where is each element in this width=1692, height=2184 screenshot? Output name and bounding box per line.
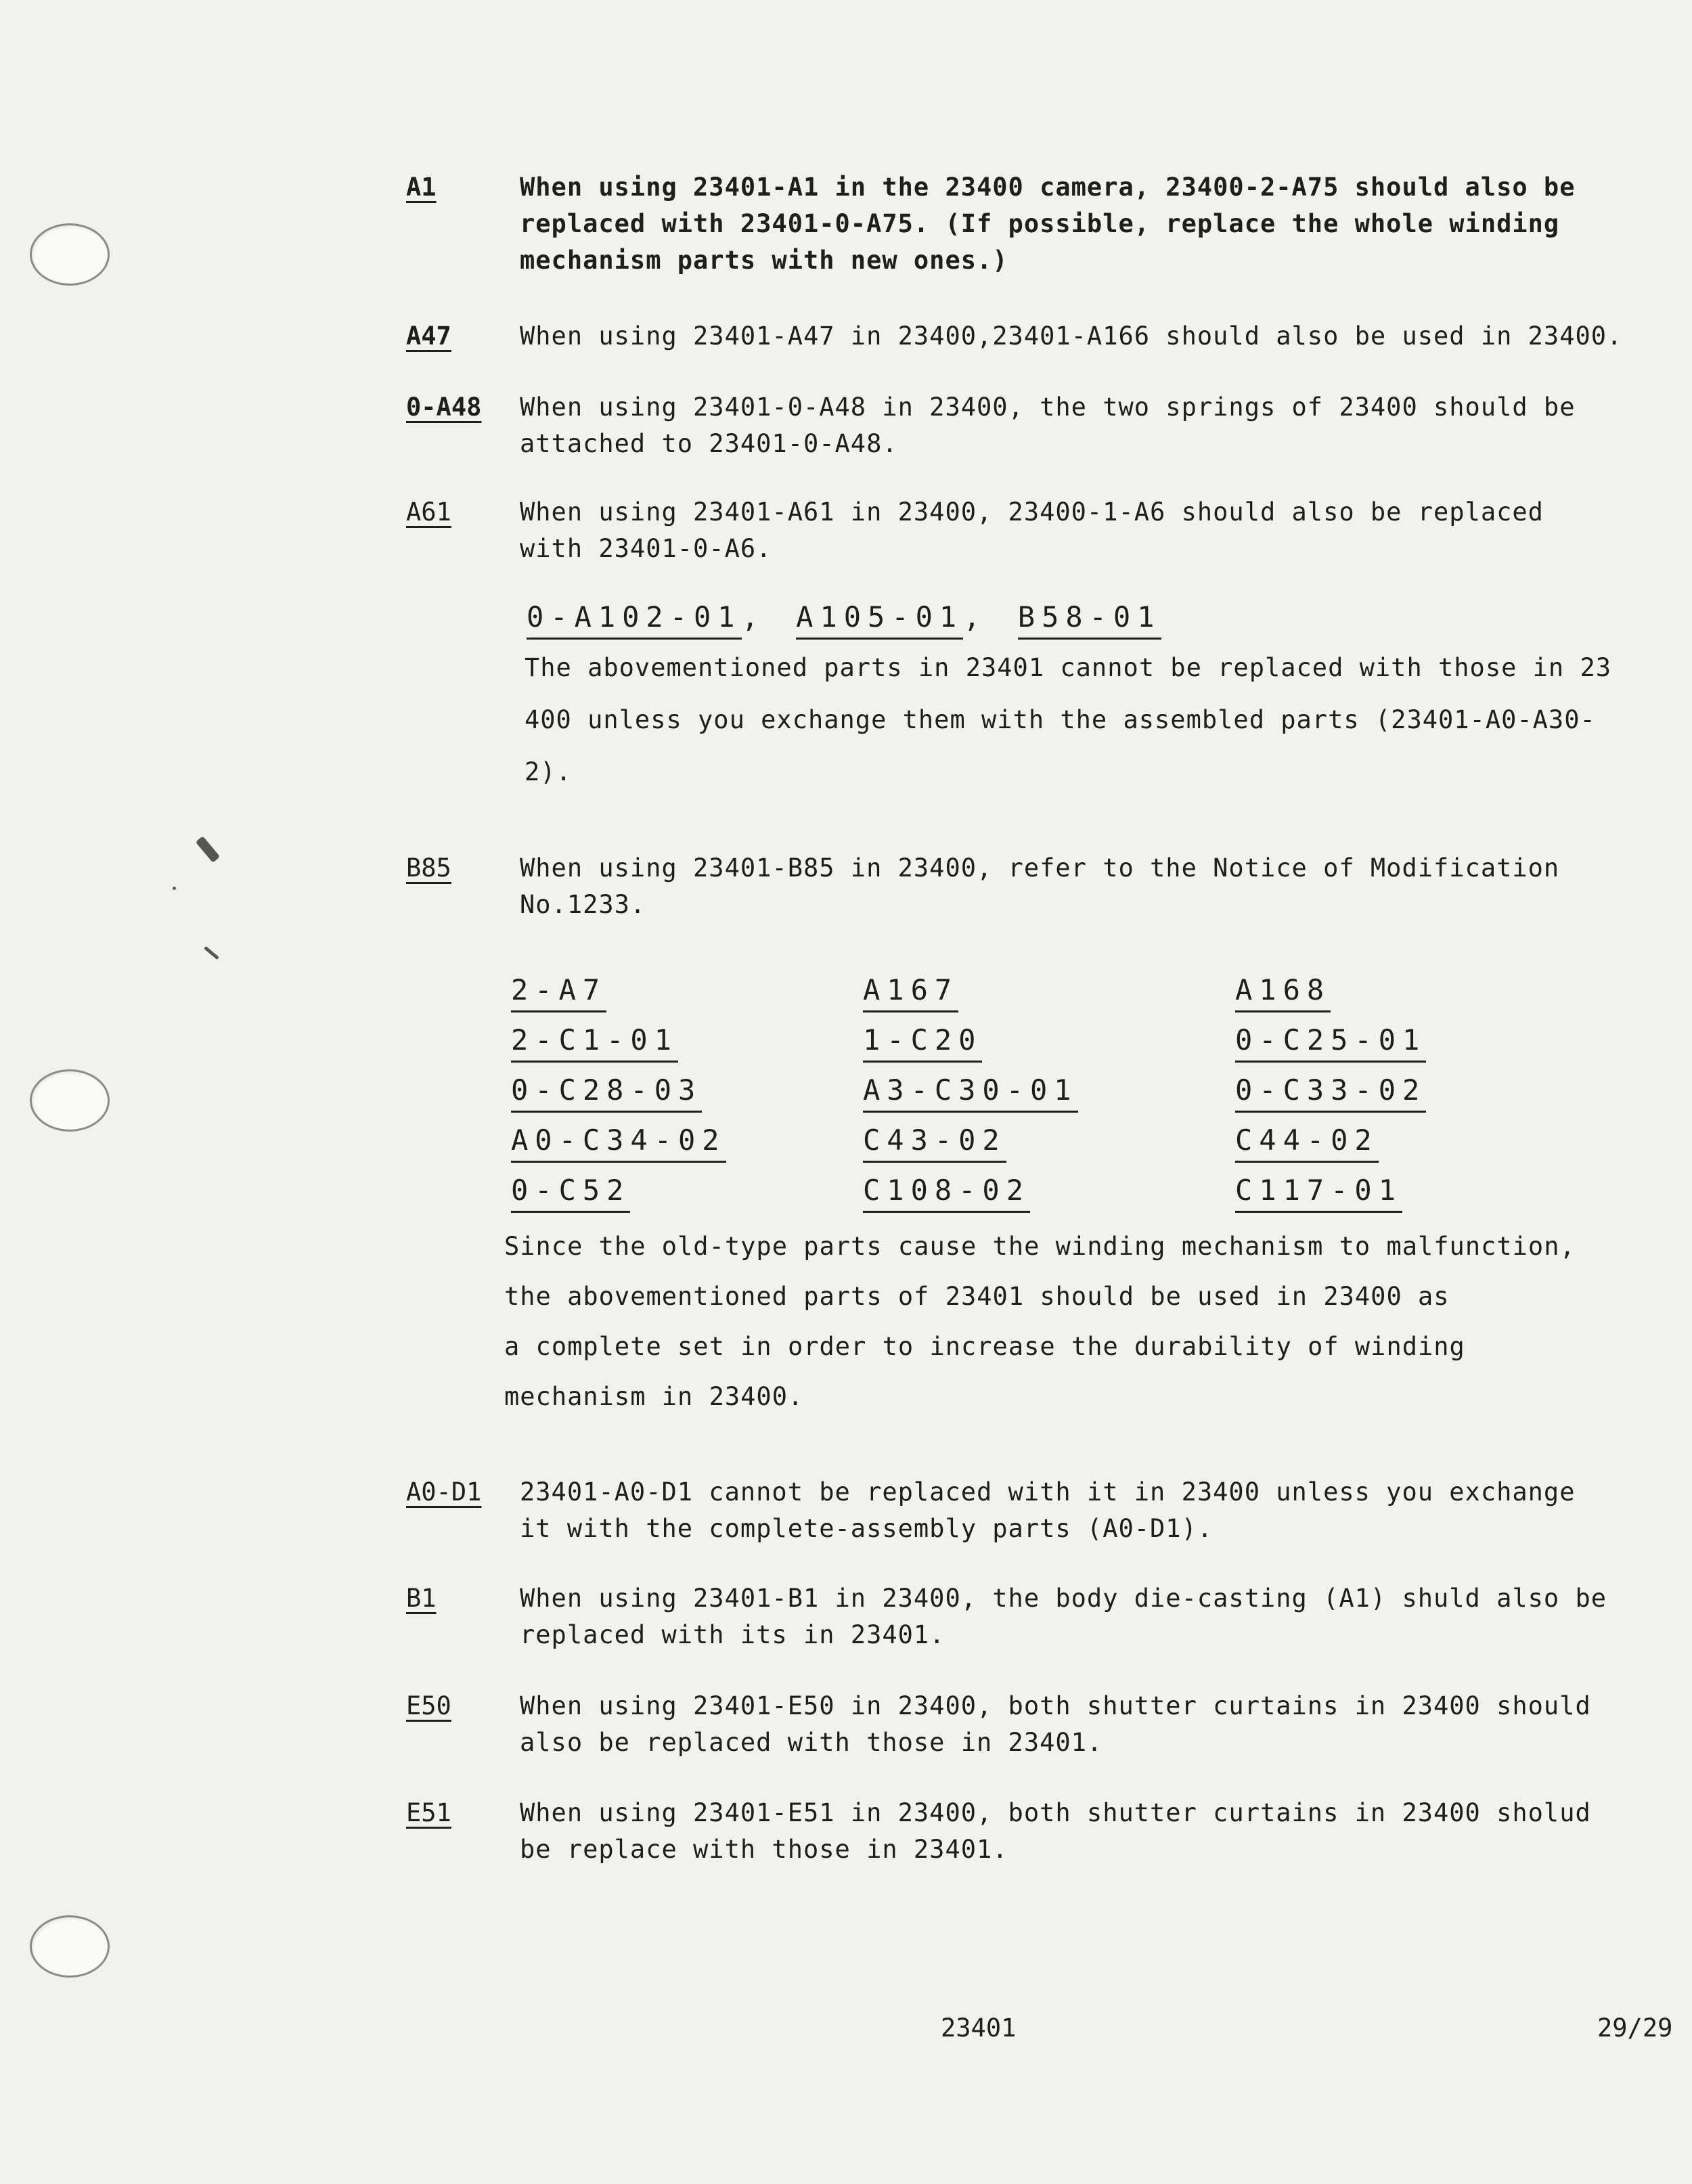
footer-model-number: 23401 [941,2013,1017,2043]
part-number: 0-C52 [511,1172,630,1213]
part-number: 2-A7 [511,971,606,1012]
entry-text: When using 23401-A1 in the 23400 camera, 23400-2-A75 should also be replaced with 23401-0-A75. (If possible, replace the whole winding mechanism parts with new ones.) [520,173,1576,275]
part-number: 0-C28-03 [511,1071,702,1113]
part-number: C117-01 [1235,1172,1402,1213]
part-number: C43-02 [863,1121,1006,1163]
separator: , [963,600,987,633]
part-code: E51 [406,1798,451,1827]
part-code: 0-A48 [406,393,482,422]
binder-hole [30,1069,110,1132]
entry-text: When using 23401-A61 in 23400, 23400-1-A6 should also be replaced with 23401-0-A6. [520,497,1544,563]
entry-text: When using 23401-B85 in 23400, refer to the Notice of Modification No.1233. [520,853,1560,919]
part-number: 0-A102-01 [527,598,742,640]
part-number: A105-01 [796,598,963,640]
scan-mark [196,836,220,863]
footer-page-number: 29/29 [1597,2013,1673,2043]
part-number: C44-02 [1235,1121,1379,1163]
entry-text: When using 23401-0-A48 in 23400, the two springs of 23400 should be attached to 23401-0-A48. [520,393,1576,458]
part-number: A3-C30-01 [863,1071,1078,1113]
part-code: A1 [406,173,437,202]
part-number: A0-C34-02 [511,1121,726,1163]
binder-hole [30,223,110,286]
part-number: A168 [1235,971,1331,1012]
part-number: B58-01 [1018,598,1161,640]
part-code: E50 [406,1691,451,1720]
entry-text: When using 23401-E50 in 23400, both shutter curtains in 23400 should also be replaced with those in 23401. [520,1691,1591,1757]
entry-text: 23401-A0-D1 cannot be replaced with it in 23400 unless you exchange it with the complete-assembly parts (A0-D1). [520,1477,1576,1543]
binder-hole [30,1915,110,1978]
part-code: B85 [406,853,451,883]
part-code: A61 [406,497,451,527]
part-code: A0-D1 [406,1477,482,1507]
part-number: 0-C33-02 [1235,1071,1426,1113]
b85-notice: Since the old-type parts cause the winding mechanism to malfunction, the abovementioned parts of 23401 should be used in 23400 as a complete set in order to increase the durability of winding mechanism in 23400. [504,1232,1576,1411]
a61-notice: The abovementioned parts in 23401 cannot be replaced with those in 23 400 unless you exchange them with the assembled parts (23401-A0-A30- 2). [525,653,1612,786]
part-number: 1-C20 [863,1021,982,1063]
separator: , [741,600,765,633]
part-number: A167 [863,971,958,1012]
part-code: B1 [406,1584,437,1613]
part-code: A47 [406,321,451,351]
part-number: C108-02 [863,1172,1030,1213]
part-number: 0-C25-01 [1235,1021,1426,1063]
scan-mark [173,887,176,890]
entry-text: When using 23401-B1 in 23400, the body die-casting (A1) shuld also be replaced with its in 23401. [520,1584,1607,1649]
entry-text: When using 23401-E51 in 23400, both shutter curtains in 23400 sholud be replace with those in 23401. [520,1798,1591,1864]
a61-parts-line [527,598,1161,640]
scan-mark [204,946,219,960]
part-number: 2-C1-01 [511,1021,678,1063]
entry-text: When using 23401-A47 in 23400,23401-A166 should also be used in 23400. [520,321,1623,351]
